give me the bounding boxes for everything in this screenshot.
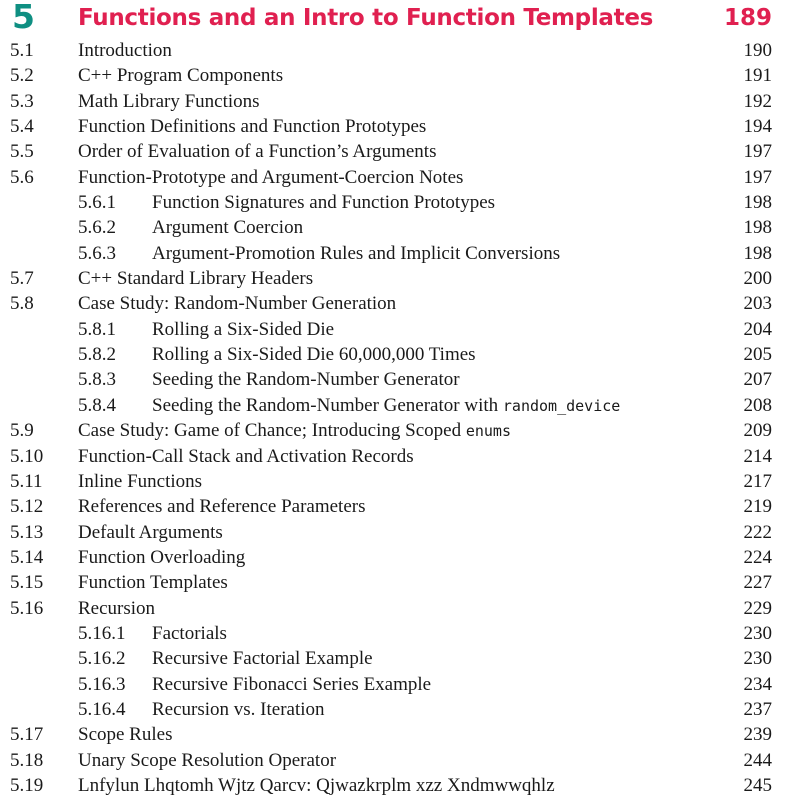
toc-entry-title[interactable] [152,342,476,367]
toc-entry-5-6[interactable] [0,165,800,190]
toc-entry-title-text: Inline Functions [78,470,203,492]
toc-entry-5-17[interactable] [0,722,800,747]
toc-entry-page: 237 [743,698,772,720]
toc-entry-number: 5.9 [10,420,34,442]
toc-entry-5-2[interactable] [0,63,800,88]
toc-entry-number: 5.19 [10,774,44,796]
toc-entry-5-8-2[interactable] [0,342,800,367]
toc-entry-5-7[interactable] [0,266,800,291]
toc-entry-page: 219 [743,496,772,518]
toc-entry-title[interactable] [78,444,414,469]
toc-entry-5-13[interactable] [0,520,800,545]
toc-entry-title-text: Function-Call Stack and Activation Records [78,445,414,467]
toc-entry-number: 5.6 [10,166,34,188]
toc-entry-page: 224 [743,546,772,568]
toc-entry-number: 5.8.4 [78,394,116,416]
toc-entry-title-text: C++ Program Components [78,65,284,87]
toc-entry-title[interactable] [152,190,495,215]
toc-entry-title-text: Seeding the Random-Number Generator [152,369,460,391]
toc-entry-title[interactable] [78,545,245,570]
toc-entry-5-10[interactable] [0,444,800,469]
toc-entry-number: 5.7 [10,268,34,290]
toc-entry-title[interactable] [152,317,334,342]
toc-entry-title-text: Scope Rules [78,724,173,746]
toc-entry-5-1[interactable] [0,38,800,63]
toc-entry-page: 204 [743,318,772,340]
toc-entry-page: 198 [743,217,772,239]
toc-entry-title[interactable] [78,139,436,164]
toc-entry-page: 208 [743,394,772,416]
toc-entry-number: 5.6.3 [78,242,116,264]
toc-entry-title[interactable] [78,494,365,519]
toc-entry-title[interactable] [78,722,172,747]
toc-entry-number: 5.12 [10,496,44,518]
toc-entry-page: 234 [743,673,772,695]
toc-entry-title[interactable] [152,241,560,266]
toc-entry-page: 197 [743,141,772,163]
toc-entry-title[interactable] [78,63,283,88]
toc-entry-page: 245 [743,774,772,796]
toc-entry-5-5[interactable] [0,139,800,164]
toc-entry-page: 198 [743,242,772,264]
toc-entry-page: 244 [743,749,772,771]
toc-entry-number: 5.6.1 [78,192,116,214]
toc-entry-title[interactable] [152,672,431,697]
toc-entry-5-6-1[interactable] [0,190,800,215]
toc-entry-page: 203 [743,293,772,315]
toc-entry-title[interactable] [78,596,155,621]
toc-entry-title-text: Function Overloading [78,546,246,568]
toc-entry-title-text: Argument Coercion [152,217,304,239]
toc-entry-5-8[interactable] [0,291,800,316]
toc-entry-title-text: Unary Scope Resolution Operator [78,749,337,771]
toc-entry-title-text: Lnfylun Lhqtomh Wjtz Qarcv: Qjwazkrplm xzz Xndmwwqhlz [78,774,555,796]
toc-entry-5-9[interactable] [0,418,800,443]
toc-entry-title-text: Factorials [152,622,227,644]
toc-entry-page: 217 [743,470,772,492]
toc-entry-5-16-3[interactable] [0,672,800,697]
toc-entry-title[interactable] [78,520,223,545]
toc-entry-page: 222 [743,521,772,543]
toc-entry-number: 5.5 [10,141,34,163]
toc-entry-page: 190 [743,40,772,61]
toc-entry-number: 5.4 [10,116,34,138]
toc-entry-number: 5.1 [10,40,34,61]
toc-entry-title-text: References and Reference Parameters [78,496,366,518]
toc-entry-title-text: Seeding the Random-Number Generator with [152,394,503,416]
chapter-header[interactable] [0,0,800,36]
toc-entry-title-text: Recursion vs. Iteration [152,698,325,720]
chapter-page-number: 189 [723,5,772,31]
toc-entry-title[interactable] [78,570,228,595]
toc-entry-title[interactable] [78,748,336,773]
toc-entry-title[interactable] [78,165,463,190]
toc-entry-title[interactable] [78,89,260,114]
chapter-title[interactable]: Functions and an Intro to Function Templates [78,5,654,31]
toc-entry-5-19[interactable] [0,773,800,798]
toc-entry-title-text: Introduction [78,40,172,61]
toc-entry-title[interactable] [78,291,396,316]
toc-entry-title-text: Function Definitions and Function Prototypes [78,116,427,138]
toc-entry-5-4[interactable] [0,114,800,139]
toc-entry-title-text: Function Signatures and Function Prototypes [152,192,496,214]
toc-entry-title[interactable] [152,697,325,722]
toc-entry-number: 5.10 [10,445,44,467]
toc-entry-number: 5.16.2 [78,648,126,670]
toc-entry-code: enums [465,422,511,441]
toc-entry-number: 5.16.1 [78,622,126,644]
toc-entry-title-text: Case Study: Game of Chance; Introducing Scoped [78,420,466,442]
toc-entry-title-text: Argument-Promotion Rules and Implicit Conversions [152,242,561,264]
toc-entry-page: 197 [743,166,772,188]
toc-entry-number: 5.13 [10,521,44,543]
toc-entry-page: 230 [743,622,772,644]
toc-entry-5-12[interactable] [0,494,800,519]
toc-list [0,38,800,798]
toc-entry-5-8-1[interactable] [0,317,800,342]
toc-entry-number: 5.16.4 [78,698,126,720]
toc-entry-5-15[interactable] [0,570,800,595]
toc-entry-title-text: Function-Prototype and Argument-Coercion Notes [78,166,464,188]
toc-entry-5-14[interactable] [0,545,800,570]
toc-entry-5-16-1[interactable] [0,621,800,646]
toc-entry-5-3[interactable] [0,89,800,114]
toc-entry-number: 5.2 [10,65,34,87]
toc-entry-5-6-2[interactable] [0,215,800,240]
toc-entry-title[interactable] [152,367,460,392]
toc-entry-page: 198 [743,192,772,214]
toc-entry-page: 229 [743,597,772,619]
toc-entry-title-text: Rolling a Six-Sided Die 60,000,000 Times [152,344,476,366]
toc-entry-title[interactable] [78,418,511,444]
toc-entry-title[interactable] [78,266,313,291]
toc-entry-page: 205 [743,344,772,366]
toc-entry-page: 239 [743,724,772,746]
toc-entry-5-8-4[interactable] [0,393,800,418]
toc-entry-5-8-3[interactable] [0,367,800,392]
toc-entry-5-16-4[interactable] [0,697,800,722]
toc-entry-5-16[interactable] [0,596,800,621]
toc-entry-page: 207 [743,369,772,391]
toc-entry-number: 5.8.3 [78,369,116,391]
toc-entry-page: 200 [743,268,772,290]
toc-entry-title[interactable] [152,646,373,671]
toc-entry-title-text: Order of Evaluation of a Function’s Arguments [78,141,437,163]
toc-entry-title-text: Default Arguments [78,521,223,543]
toc-entry-number: 5.6.2 [78,217,116,239]
toc-entry-page: 209 [743,420,772,442]
toc-entry-title[interactable] [152,621,227,646]
toc-entry-number: 5.8 [10,293,34,315]
toc-entry-number: 5.8.2 [78,344,116,366]
toc-entry-number: 5.18 [10,749,44,771]
toc-entry-page: 192 [743,90,772,112]
toc-entry-code: random_device [502,396,621,415]
toc-entry-title-text: Rolling a Six-Sided Die [152,318,335,340]
toc-entry-5-6-3[interactable] [0,241,800,266]
toc-entry-title-text: Recursive Fibonacci Series Example [152,673,432,695]
toc-entry-number: 5.14 [10,546,44,568]
toc-entry-title[interactable] [152,393,620,419]
toc-entry-title-text: Recursion [78,597,156,619]
toc-entry-title[interactable] [78,773,555,798]
toc-entry-number: 5.16 [10,597,44,619]
toc-entry-page: 230 [743,648,772,670]
toc-entry-title-text: C++ Standard Library Headers [78,268,314,290]
toc-entry-title-text: Math Library Functions [78,90,260,112]
toc-entry-title-text: Recursive Factorial Example [152,648,373,670]
toc-entry-title[interactable] [152,215,303,240]
chapter-number: 5 [12,0,35,36]
toc-entry-page: 214 [743,445,772,467]
toc-entry-number: 5.17 [10,724,44,746]
toc-entry-title-text: Case Study: Random-Number Generation [78,293,397,315]
toc-entry-title[interactable] [78,38,172,63]
toc-entry-number: 5.11 [10,470,43,492]
toc-entry-5-18[interactable] [0,748,800,773]
toc-entry-5-16-2[interactable] [0,646,800,671]
toc-entry-page: 191 [743,65,772,87]
toc-entry-page: 227 [743,572,772,594]
toc-entry-title[interactable] [78,114,426,139]
toc-entry-page: 194 [743,116,772,138]
toc-entry-number: 5.8.1 [78,318,116,340]
toc-entry-5-11[interactable] [0,469,800,494]
toc-entry-number: 5.16.3 [78,673,126,695]
toc-entry-title-text: Function Templates [78,572,228,594]
toc-entry-title[interactable] [78,469,202,494]
toc-entry-number: 5.3 [10,90,34,112]
toc-entry-number: 5.15 [10,572,44,594]
